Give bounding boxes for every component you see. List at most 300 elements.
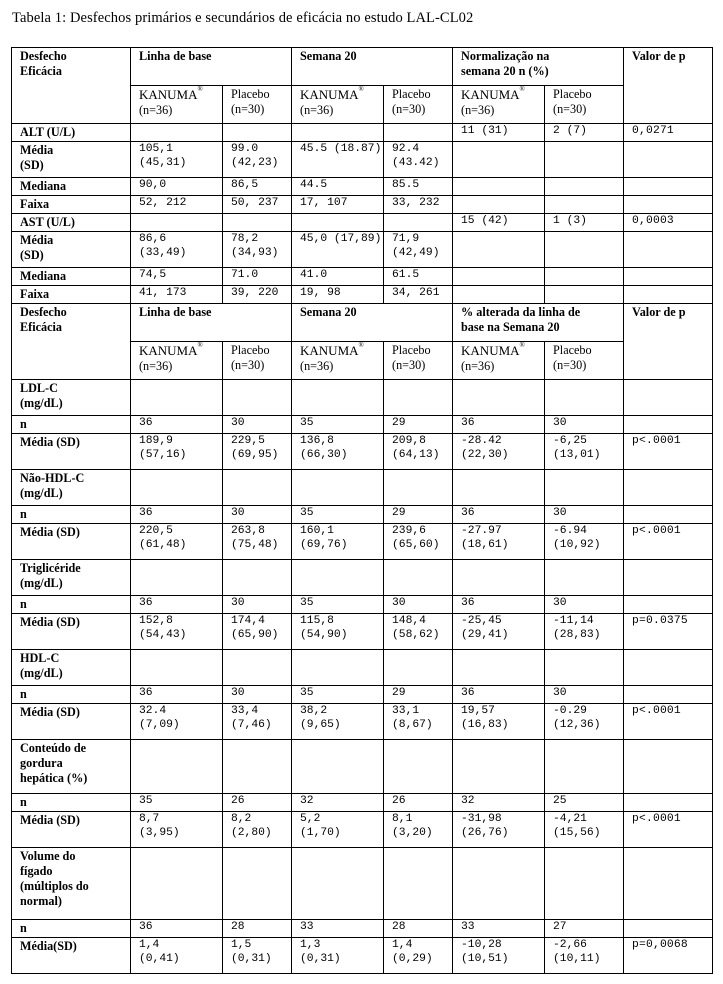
value-cell: [384, 286, 453, 304]
cell-line: 78,2: [231, 233, 259, 245]
value-cell: [545, 938, 624, 974]
cell-line: 35: [300, 507, 314, 519]
value-cell: [384, 560, 453, 596]
cell-line: Eficácia: [20, 63, 62, 78]
cell-line: 36: [461, 597, 475, 609]
value-cell: [545, 434, 624, 470]
cell-line: 36: [139, 921, 153, 933]
cell-line: ALT (U/L): [20, 125, 76, 139]
row-label: [12, 938, 131, 974]
value-cell: [131, 596, 223, 614]
value-cell: [545, 650, 624, 686]
row-label: [12, 142, 131, 178]
value-cell: [384, 614, 453, 650]
pvalue-cell: [624, 196, 713, 214]
cell-line: (mg/dL): [20, 395, 63, 410]
cell-line: (9,65): [300, 718, 341, 731]
cell-line: Volume do: [20, 849, 76, 863]
value-cell: [545, 812, 624, 848]
value-cell: [223, 650, 292, 686]
value-cell: [384, 434, 453, 470]
table-row: [12, 434, 713, 470]
placebo-name: Placebo: [231, 87, 270, 101]
pvalue-cell: [624, 524, 713, 560]
cell-line: 115,8: [300, 615, 334, 627]
cell-line: 1,5: [231, 939, 252, 951]
cell-line: Desfecho: [20, 305, 67, 319]
cell-line: p<.0001: [632, 813, 681, 825]
value-cell: [545, 142, 624, 178]
cell-line: 71,9: [392, 233, 420, 245]
header-row: [12, 48, 713, 86]
cell-line: (45,31): [139, 156, 187, 169]
drug-arm-header: [292, 86, 384, 124]
value-cell: [384, 686, 453, 704]
table-row: [12, 142, 713, 178]
pvalue-cell: [624, 650, 713, 686]
cell-line: 86,5: [231, 179, 259, 191]
value-cell: [453, 848, 545, 920]
value-cell: [292, 740, 384, 794]
cell-line: (7,46): [231, 718, 272, 731]
table-row: [12, 286, 713, 304]
cell-line: p<.0001: [632, 435, 681, 447]
value-cell: [545, 286, 624, 304]
placebo-n: (n=30): [392, 101, 426, 116]
table-row: [12, 416, 713, 434]
value-cell: [223, 214, 292, 232]
cell-line: 1,4: [139, 939, 160, 951]
cell-line: n: [20, 417, 27, 431]
cell-line: p<.0001: [632, 525, 681, 537]
cell-line: 36: [139, 597, 153, 609]
row-label: [12, 178, 131, 196]
value-cell: [292, 704, 384, 740]
cell-line: Faixa: [20, 197, 50, 211]
value-cell: [292, 380, 384, 416]
cell-line: Triglicéride: [20, 561, 81, 575]
cell-line: 85.5: [392, 179, 420, 191]
row-label: [12, 434, 131, 470]
value-cell: [131, 196, 223, 214]
cell-line: (2,80): [231, 826, 272, 839]
cell-line: 61.5: [392, 269, 420, 281]
value-cell: [223, 524, 292, 560]
cell-line: (0,29): [392, 952, 433, 965]
cell-line: Linha de base: [139, 305, 212, 319]
value-cell: [131, 142, 223, 178]
cell-line: Mediana: [20, 269, 67, 283]
value-cell: [384, 920, 453, 938]
cell-line: 33,4: [231, 705, 259, 717]
cell-line: 52, 212: [139, 197, 187, 209]
placebo-n: (n=30): [392, 357, 426, 372]
value-cell: [223, 506, 292, 524]
cell-line: 30: [392, 597, 406, 609]
row-label: [12, 416, 131, 434]
value-cell: [131, 614, 223, 650]
baseline-header: [131, 304, 292, 342]
value-cell: [453, 650, 545, 686]
cell-line: 74,5: [139, 269, 167, 281]
value-cell: [292, 920, 384, 938]
row-label: [12, 380, 131, 416]
registered-mark: ®: [197, 85, 203, 93]
value-cell: [292, 596, 384, 614]
drug-n: (n=36): [300, 358, 334, 373]
cell-line: 152,8: [139, 615, 173, 627]
value-cell: [292, 124, 384, 142]
pvalue-cell: [624, 704, 713, 740]
registered-mark: ®: [519, 341, 525, 349]
cell-line: 36: [139, 417, 153, 429]
value-cell: [384, 524, 453, 560]
value-cell: [545, 848, 624, 920]
cell-line: 41, 173: [139, 287, 187, 299]
cell-line: (0,31): [300, 952, 341, 965]
value-cell: [223, 740, 292, 794]
section-row: [12, 848, 713, 920]
placebo-name: Placebo: [553, 87, 592, 101]
cell-line: -6,25: [553, 435, 587, 447]
value-cell: [453, 232, 545, 268]
row-label: [12, 524, 131, 560]
cell-line: 86,6: [139, 233, 167, 245]
cell-line: 34, 261: [392, 287, 440, 299]
cell-line: 32: [300, 795, 314, 807]
cell-line: p=0.0375: [632, 615, 688, 627]
pvalue-cell: [624, 124, 713, 142]
value-cell: [453, 506, 545, 524]
placebo-arm-header: [223, 342, 292, 380]
cell-line: 36: [139, 687, 153, 699]
value-cell: [292, 506, 384, 524]
cell-line: 32: [461, 795, 475, 807]
cell-line: 15 (42): [461, 215, 509, 227]
cell-line: -10,28: [461, 939, 502, 951]
value-cell: [453, 286, 545, 304]
row-label: [12, 268, 131, 286]
pvalue-header: [624, 48, 713, 124]
cell-line: n: [20, 921, 27, 935]
cell-line: Faixa: [20, 287, 50, 301]
value-cell: [384, 232, 453, 268]
placebo-name: Placebo: [553, 343, 592, 357]
cell-line: -0.29: [553, 705, 587, 717]
row-label: [12, 124, 131, 142]
cell-line: 30: [231, 507, 245, 519]
header-row: [12, 304, 713, 342]
cell-line: 1 (3): [553, 215, 587, 227]
drug-name: KANUMA: [461, 343, 520, 358]
cell-line: 33: [300, 921, 314, 933]
value-cell: [453, 416, 545, 434]
cell-line: (69,76): [300, 538, 348, 551]
cell-line: -2,66: [553, 939, 587, 951]
value-cell: [223, 560, 292, 596]
drug-n: (n=36): [461, 358, 495, 373]
value-cell: [453, 380, 545, 416]
row-label: [12, 704, 131, 740]
cell-line: (mg/dL): [20, 665, 63, 680]
pvalue-cell: [624, 794, 713, 812]
value-cell: [545, 560, 624, 596]
cell-line: 30: [553, 417, 567, 429]
cell-line: 36: [461, 507, 475, 519]
value-cell: [131, 794, 223, 812]
value-cell: [131, 704, 223, 740]
table-row: [12, 704, 713, 740]
row-label: [12, 812, 131, 848]
cell-line: (10,51): [461, 952, 509, 965]
value-cell: [131, 470, 223, 506]
cell-line: 28: [231, 921, 245, 933]
cell-line: (múltiplos do: [20, 878, 89, 893]
cell-line: Desfecho: [20, 49, 67, 63]
cell-line: 11 (31): [461, 125, 509, 137]
cell-line: (12,36): [553, 718, 601, 731]
cell-line: semana 20 n (%): [461, 63, 549, 78]
row-label: [12, 614, 131, 650]
cell-line: (75,48): [231, 538, 279, 551]
row-label: [12, 740, 131, 794]
cell-line: 19, 98: [300, 287, 341, 299]
cell-line: 220,5: [139, 525, 173, 537]
value-cell: [292, 268, 384, 286]
cell-line: -6.94: [553, 525, 587, 537]
section-row: [12, 560, 713, 596]
pvalue-cell: [624, 416, 713, 434]
cell-line: -25,45: [461, 615, 502, 627]
cell-line: 8,1: [392, 813, 413, 825]
value-cell: [292, 232, 384, 268]
row-label: [12, 920, 131, 938]
cell-line: (64,13): [392, 448, 440, 461]
cell-line: Semana 20: [300, 305, 357, 319]
value-cell: [453, 142, 545, 178]
value-cell: [545, 232, 624, 268]
row-label: [12, 794, 131, 812]
cell-line: 1,3: [300, 939, 321, 951]
value-cell: [384, 416, 453, 434]
pvalue-cell: [624, 268, 713, 286]
pvalue-cell: [624, 686, 713, 704]
pvalue-cell: [624, 380, 713, 416]
week20-header: [292, 304, 453, 342]
cell-line: 35: [139, 795, 153, 807]
cell-line: 32.4: [139, 705, 167, 717]
value-cell: [453, 124, 545, 142]
value-cell: [453, 470, 545, 506]
cell-line: (43.42): [392, 156, 440, 169]
value-cell: [223, 704, 292, 740]
value-cell: [384, 506, 453, 524]
value-cell: [545, 470, 624, 506]
cell-line: 239,6: [392, 525, 426, 537]
drug-label: [139, 343, 203, 358]
value-cell: [292, 196, 384, 214]
registered-mark: ®: [197, 341, 203, 349]
cell-line: (10,92): [553, 538, 601, 551]
value-cell: [545, 214, 624, 232]
cell-line: (SD): [20, 247, 44, 262]
cell-line: (42,49): [392, 246, 440, 259]
section-row: [12, 124, 713, 142]
table-row: [12, 596, 713, 614]
value-cell: [223, 686, 292, 704]
table-row: [12, 812, 713, 848]
cell-line: 38,2: [300, 705, 328, 717]
value-cell: [131, 286, 223, 304]
cell-line: (8,67): [392, 718, 433, 731]
value-cell: [292, 178, 384, 196]
value-cell: [384, 848, 453, 920]
cell-line: Normalização na: [461, 49, 550, 63]
cell-line: fígado: [20, 863, 53, 878]
drug-label: [461, 87, 525, 102]
placebo-n: (n=30): [553, 357, 587, 372]
cell-line: (28,83): [553, 628, 601, 641]
placebo-n: (n=30): [553, 101, 587, 116]
value-cell: [292, 286, 384, 304]
value-cell: [453, 196, 545, 214]
value-cell: [384, 938, 453, 974]
cell-line: 36: [461, 417, 475, 429]
value-cell: [453, 560, 545, 596]
value-cell: [292, 560, 384, 596]
value-cell: [131, 380, 223, 416]
pvalue-cell: [624, 470, 713, 506]
section-row: [12, 740, 713, 794]
cell-line: Média (SD): [20, 435, 80, 449]
cell-line: 30: [231, 417, 245, 429]
cell-line: 92.4: [392, 143, 420, 155]
drug-name: KANUMA: [300, 87, 359, 102]
value-cell: [131, 178, 223, 196]
cell-line: (33,49): [139, 246, 187, 259]
value-cell: [453, 596, 545, 614]
cell-line: (65,90): [231, 628, 279, 641]
placebo-arm-header: [384, 342, 453, 380]
cell-line: 105,1: [139, 143, 173, 155]
cell-line: Média (SD): [20, 525, 80, 539]
table-row: [12, 686, 713, 704]
value-cell: [223, 614, 292, 650]
value-cell: [545, 178, 624, 196]
row-label: [12, 596, 131, 614]
value-cell: [223, 938, 292, 974]
cell-line: (3,95): [139, 826, 180, 839]
value-cell: [545, 920, 624, 938]
row-label: [12, 214, 131, 232]
cell-line: 25: [553, 795, 567, 807]
row-label: [12, 286, 131, 304]
row-label: [12, 470, 131, 506]
cell-line: LDL-C: [20, 381, 58, 395]
value-cell: [453, 614, 545, 650]
cell-line: -28.42: [461, 435, 502, 447]
pvalue-cell: [624, 740, 713, 794]
value-cell: [545, 506, 624, 524]
cell-line: 99.0: [231, 143, 259, 155]
value-cell: [545, 740, 624, 794]
value-cell: [292, 794, 384, 812]
row-label: [12, 560, 131, 596]
value-cell: [223, 434, 292, 470]
value-cell: [223, 286, 292, 304]
cell-line: Média: [20, 143, 54, 157]
value-cell: [223, 142, 292, 178]
cell-line: 26: [392, 795, 406, 807]
baseline-header: [131, 48, 292, 86]
cell-line: n: [20, 507, 27, 521]
value-cell: [131, 650, 223, 686]
row-label: [12, 650, 131, 686]
cell-line: 0,0003: [632, 215, 674, 227]
drug-arm-header: [453, 342, 545, 380]
cell-line: (7,09): [139, 718, 180, 731]
cell-line: AST (U/L): [20, 215, 75, 229]
cell-line: % alterada da linha de: [461, 305, 581, 319]
value-cell: [545, 704, 624, 740]
value-cell: [453, 812, 545, 848]
cell-line: n: [20, 795, 27, 809]
value-cell: [223, 196, 292, 214]
cell-line: 50, 237: [231, 197, 279, 209]
table-row: [12, 524, 713, 560]
value-cell: [131, 434, 223, 470]
drug-n: (n=36): [461, 102, 495, 117]
value-cell: [131, 920, 223, 938]
table-caption: Tabela 1: Desfechos primários e secundários de eficácia no estudo LAL-CL02: [12, 10, 474, 26]
cell-line: (10,11): [553, 952, 601, 965]
cell-line: (mg/dL): [20, 485, 63, 500]
value-cell: [292, 214, 384, 232]
table-row: [12, 268, 713, 286]
cell-line: 30: [231, 597, 245, 609]
cell-line: Eficácia: [20, 319, 62, 334]
cell-line: -31,98: [461, 813, 502, 825]
table-row: [12, 920, 713, 938]
cell-line: base na Semana 20: [461, 319, 560, 334]
pvalue-cell: [624, 142, 713, 178]
pvalue-cell: [624, 178, 713, 196]
value-cell: [131, 124, 223, 142]
value-cell: [131, 560, 223, 596]
value-cell: [384, 740, 453, 794]
cell-line: Média (SD): [20, 615, 80, 629]
pvalue-cell: [624, 848, 713, 920]
pvalue-cell: [624, 286, 713, 304]
drug-label: [461, 343, 525, 358]
value-cell: [131, 268, 223, 286]
cell-line: 26: [231, 795, 245, 807]
pvalue-cell: [624, 920, 713, 938]
cell-line: (0,41): [139, 952, 180, 965]
registered-mark: ®: [519, 85, 525, 93]
cell-line: Conteúdo de: [20, 741, 87, 755]
section-row: [12, 470, 713, 506]
value-cell: [131, 524, 223, 560]
row-label: [12, 232, 131, 268]
placebo-name: Placebo: [392, 87, 431, 101]
value-cell: [384, 196, 453, 214]
value-cell: [292, 938, 384, 974]
cell-line: 229,5: [231, 435, 265, 447]
cell-line: (13,01): [553, 448, 601, 461]
cell-line: (61,48): [139, 538, 187, 551]
placebo-arm-header: [223, 86, 292, 124]
